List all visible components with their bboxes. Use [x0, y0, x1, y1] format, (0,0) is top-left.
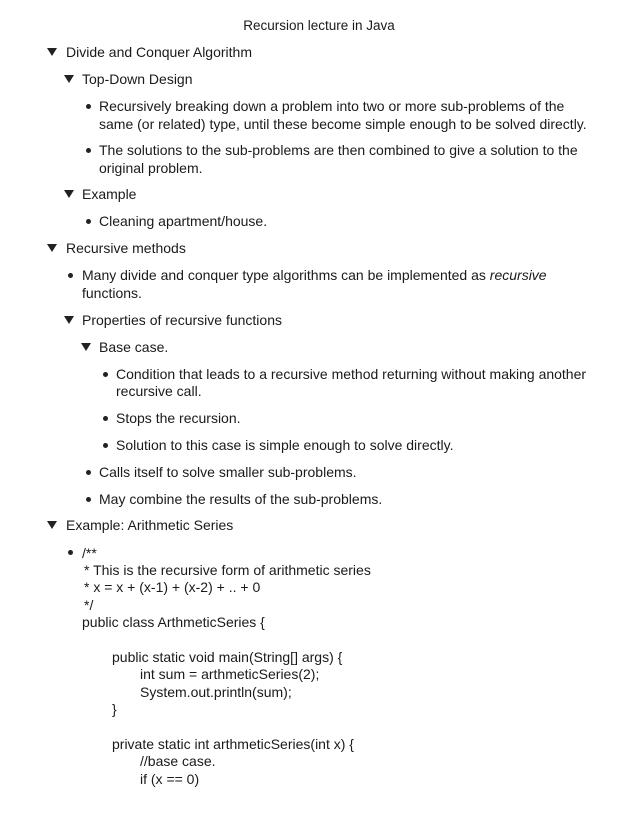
heading-base-case: Base case.	[99, 339, 169, 355]
collapse-triangle-icon[interactable]	[64, 316, 74, 324]
code-line: //base case.	[140, 753, 216, 769]
code-line: * This is the recursive form of arithmetic series	[84, 562, 371, 578]
bullet-text-part: Many divide and conquer type algorithms can be implemented as	[82, 267, 486, 283]
bullet-icon	[86, 219, 91, 224]
bullet-icon	[103, 372, 108, 377]
bullet-icon	[86, 104, 91, 109]
bullet-icon	[86, 148, 91, 153]
code-line: */	[84, 597, 94, 613]
bullet-text: original problem.	[99, 160, 203, 176]
bullet-icon	[68, 550, 73, 555]
heading-example-arithmetic: Example: Arithmetic Series	[66, 517, 234, 533]
code-line: public static void main(String[] args) {	[112, 649, 343, 665]
bullet-icon	[86, 497, 91, 502]
bullet-text: Stops the recursion.	[116, 410, 241, 426]
bullet-text: Cleaning apartment/house.	[99, 213, 268, 229]
bullet-text: The solutions to the sub-problems are then combined to give a solution to the	[99, 142, 578, 158]
collapse-triangle-icon[interactable]	[47, 521, 57, 529]
document-title: Recursion lecture in Java	[243, 18, 395, 33]
heading-example: Example	[82, 186, 137, 202]
code-line: int sum = arthmeticSeries(2);	[140, 666, 320, 682]
bullet-text: functions.	[82, 285, 142, 301]
bullet-text	[82, 267, 547, 284]
emphasis-text: recursive	[489, 267, 547, 283]
code-line: /**	[82, 545, 97, 561]
collapse-triangle-icon[interactable]	[47, 48, 57, 56]
bullet-text: Condition that leads to a recursive method returning without making another	[116, 366, 587, 382]
collapse-triangle-icon[interactable]	[64, 190, 74, 198]
bullet-icon	[103, 416, 108, 421]
collapse-triangle-icon[interactable]	[81, 343, 91, 351]
collapse-triangle-icon[interactable]	[64, 75, 74, 83]
bullet-text: recursive call.	[116, 383, 202, 399]
code-line: System.out.println(sum);	[140, 684, 292, 700]
code-line: private static int arthmeticSeries(int x) {	[112, 736, 354, 752]
collapse-triangle-icon[interactable]	[47, 244, 57, 252]
code-line: }	[112, 701, 117, 717]
bullet-icon	[86, 470, 91, 475]
heading-top-down-design: Top-Down Design	[82, 71, 193, 87]
bullet-icon	[68, 273, 73, 278]
bullet-text: Solution to this case is simple enough to solve directly.	[116, 437, 454, 453]
heading-recursive-methods: Recursive methods	[66, 240, 186, 256]
bullet-text: Recursively breaking down a problem into two or more sub-problems of the	[99, 98, 565, 114]
bullet-text: May combine the results of the sub-problems.	[99, 491, 383, 507]
code-line: * x = x + (x-1) + (x-2) + .. + 0	[84, 579, 261, 595]
heading-properties: Properties of recursive functions	[82, 312, 282, 328]
heading-divide-and-conquer: Divide and Conquer Algorithm	[66, 44, 252, 60]
bullet-icon	[103, 443, 108, 448]
code-line: if (x == 0)	[140, 771, 200, 787]
bullet-text: Calls itself to solve smaller sub-problems.	[99, 464, 357, 480]
code-line: public class ArthmeticSeries {	[82, 614, 265, 630]
bullet-text: same (or related) type, until these become simple enough to be solved directly.	[99, 116, 587, 132]
